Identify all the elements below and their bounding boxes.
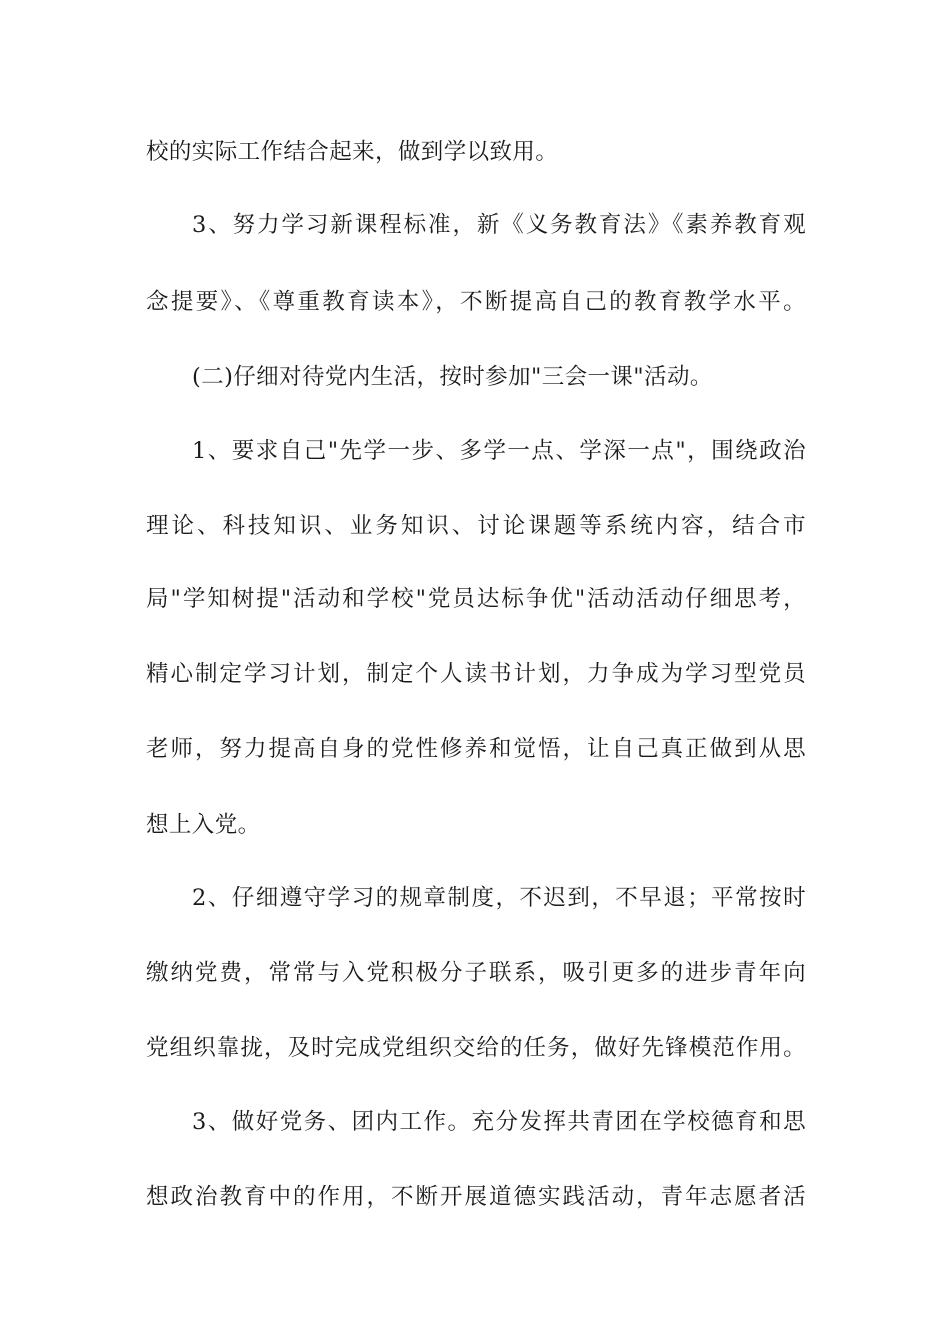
text-line: 缴纳党费，常常与入党积极分子联系，吸引更多的进步青年向 [146,960,806,986]
text-line: 想上入党。 [146,812,261,838]
text-line: 精心制定学习计划，制定个人读书计划，力争成为学习型党员 [146,661,806,687]
text-line: 2、仔细遵守学习的规章制度，不迟到，不早退；平常按时 [192,885,806,911]
text-line: 3、努力学习新课程标准，新《义务教育法》《素养教育观 [192,212,806,238]
text-line: 局"学知树提"活动和学校"党员达标争优"活动活动仔细思考， [146,586,806,612]
text-line: 理论、科技知识、业务知识、讨论课题等系统内容，结合市 [146,513,806,539]
text-line: 3、做好党务、团内工作。充分发挥共青团在学校德育和思 [192,1109,806,1135]
text-line: 1、要求自己"先学一步、多学一点、学深一点"，围绕政治 [192,438,806,464]
text-line: 念提要》、《尊重教育读本》，不断提高自己的教育教学水平。 [146,289,806,315]
text-line: 校的实际工作结合起来，做到学以致用。 [146,139,559,165]
text-line: 党组织靠拢，及时完成党组织交给的任务，做好先锋模范作用。 [146,1035,806,1061]
text-line: 想政治教育中的作用，不断开展道德实践活动，青年志愿者活 [146,1184,806,1210]
text-line: 老师，努力提高自身的党性修养和觉悟，让自己真正做到从思 [146,736,806,762]
section-heading: (二)仔细对待党内生活，按时参加"三会一课"活动。 [192,364,713,390]
